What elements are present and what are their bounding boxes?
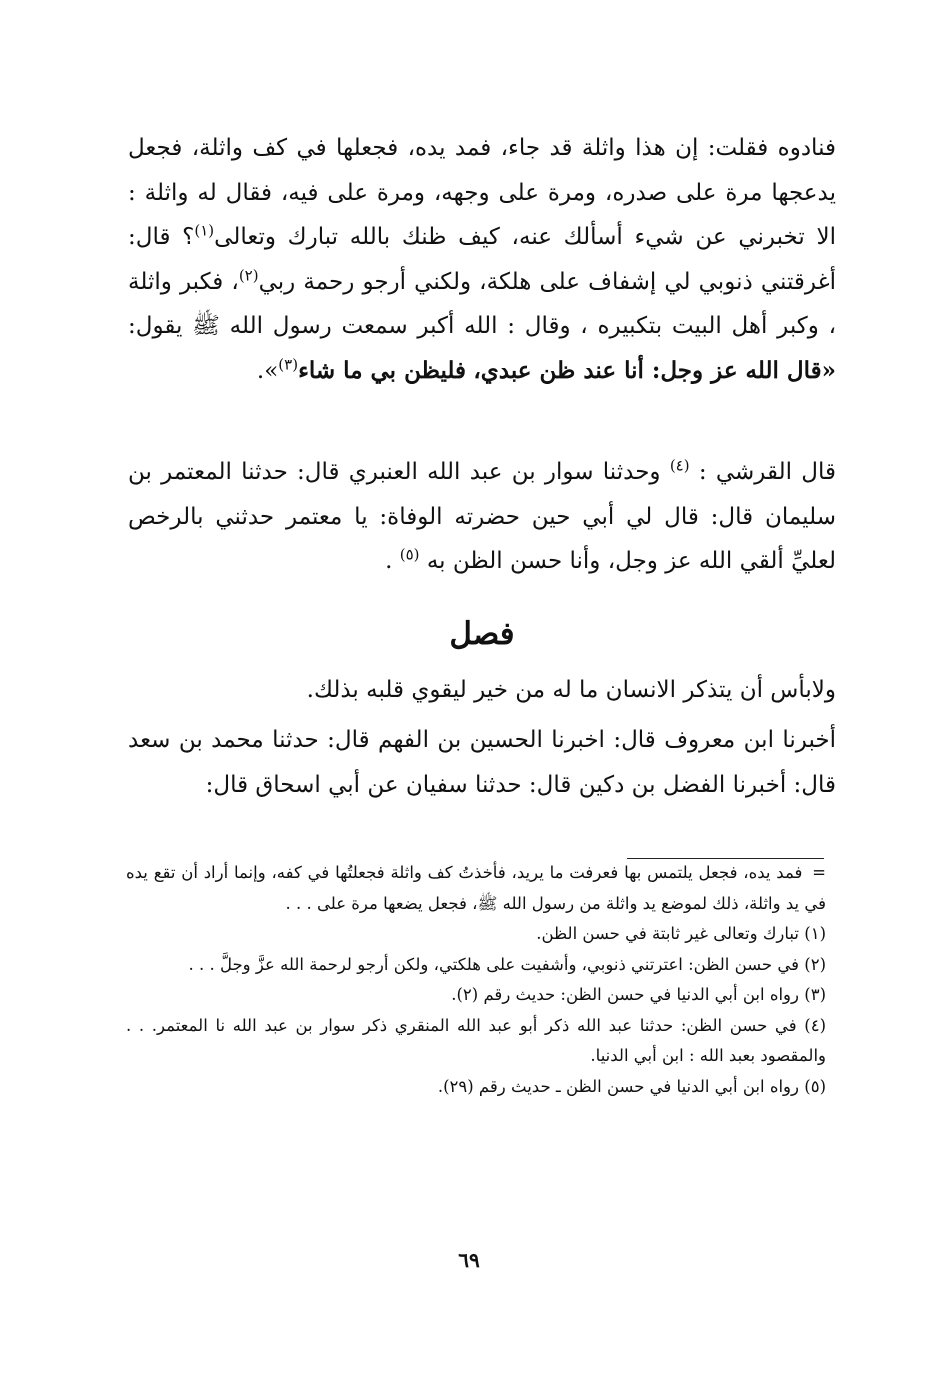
section-heading: فصل [449,616,515,652]
p2-line-3b: . [385,548,393,574]
footnote-number: (٤) [804,1015,826,1035]
continuation-mark: = [812,863,826,882]
p1-line-2: فجعل يدعجها مرة على صدره، ومرة على وجهه، ومرة على فيه، فقال [128,135,836,206]
footnote-continuation [126,858,826,919]
footnote-text: تبارك وتعالى غير ثابتة في حسن الظن. [536,924,799,943]
p1-line-1: فنادوه فقلت: إن هذا واثلة قد جاء، فمد يده، فجعلها في كف واثلة، [191,135,837,161]
footnote-1 [126,919,826,950]
footnote-ref-1[interactable]: (١) [194,221,215,240]
paragraph-1 [128,126,836,393]
footnote-text: في حسن الظن: حدثنا عبد الله ذكر أبو عبد الله المنقري ذكر سوار بن عبد الله نا المعتمر. . . والمقصود بعبد الله : ابن أبي الدنيا. [126,1015,826,1065]
p4-line-1: أخبرنا ابن معروف قال: اخبرنا الحسين بن الفهم قال: حدثنا [272,727,837,753]
p2-line-1a: قال القرشي : [698,459,837,485]
footnotes [126,858,826,1102]
paragraph-2 [128,450,836,584]
footnote-number: (٢) [804,954,826,974]
p2-line-1b: وحدثنا سوار بن عبد الله العنبري قال: حدثنا [241,459,661,485]
p1-line-5b: ، فكبر واثلة ، وكبر أهل البيت بتكبيره ، وقال : الله [128,268,836,339]
footnote-3 [126,980,826,1011]
continuation-line-1: فمد يده، فجعل يلتمس بها فعرفت ما يريد، فأخذتُ كف واثلة فجعلتُها في كفه، [271,863,803,882]
footnote-number: (٥) [804,1076,826,1096]
p1-line-6a: أكبر سمعت رسول الله ﷺ يقول: [128,313,455,339]
footnote-ref-3[interactable]: (٣) [278,354,299,373]
hadith-quote-end: فليظن بي ما شاء [298,356,467,384]
p1-line-5a: رحمة ربي [258,268,355,295]
paragraph-3: ولابأس أن يتذكر الانسان ما له من خير ليقوي قلبه بذلك. [306,677,836,703]
p1-line-3: له واثلة : الا تخبرني عن شيء أسألك عنه، كيف ظنك بالله تبارك [128,179,836,250]
footnote-5 [126,1072,826,1103]
p1-line-4a: وتعالى [214,224,276,250]
footnote-text: رواه ابن أبي الدنيا في حسن الظن ـ حديث رقم (٢٩). [437,1076,799,1096]
p2-line-3a: حدثني بالرخص لعليِّ ألقي الله عز وجل، وأنا حسن الظن به [128,503,836,574]
paragraph-4 [128,718,836,807]
p4-line-3: اسحاق قال: [205,771,321,798]
footnote-text: رواه ابن أبي الدنيا في حسن الظن: حديث رقم (٢). [451,985,799,1004]
footnote-ref-4[interactable]: (٤) [669,456,690,475]
footnote-ref-2[interactable]: (٢) [238,265,259,284]
continuation-line-3: يضعها مرة على . . . [285,893,423,913]
continuation-line-2: وإنما أراد أن تقع يده في يد واثلة، ذلك لموضع يد واثلة من رسول الله ﷺ، فجعل [126,863,826,913]
p2-line-2: المعتمر بن سليمان قال: قال لي أبي حين حضرته الوفاة: يا معتمر [128,459,836,530]
footnote-2 [126,950,826,981]
hadith-quote-start: «قال الله عز وجل: أنا عند ظن عبدي، [473,356,836,384]
footnote-number: (١) [804,924,826,943]
footnote-4 [126,1011,826,1072]
p4-line-2: محمد بن سعد قال: أخبرنا الفضل بن دكين قال: حدثنا سفيان عن أبي [128,727,836,798]
p1-line-4b: ؟ قال: أغرقتني ذنوبي لي إشفاف على هلكة، ولكني أرجو [128,224,836,295]
p1-line-7b: ». [256,357,279,384]
page-number: ٦٩ [458,1248,480,1272]
footnote-number: (٣) [804,985,826,1004]
footnote-ref-5[interactable]: (٥) [399,545,420,564]
footnote-text: في حسن الظن: اعترتني ذنوبي، وأشفيت على هلكتي، ولكن أرجو لرحمة الله عزَّ وجلَّ . . . [188,954,799,974]
